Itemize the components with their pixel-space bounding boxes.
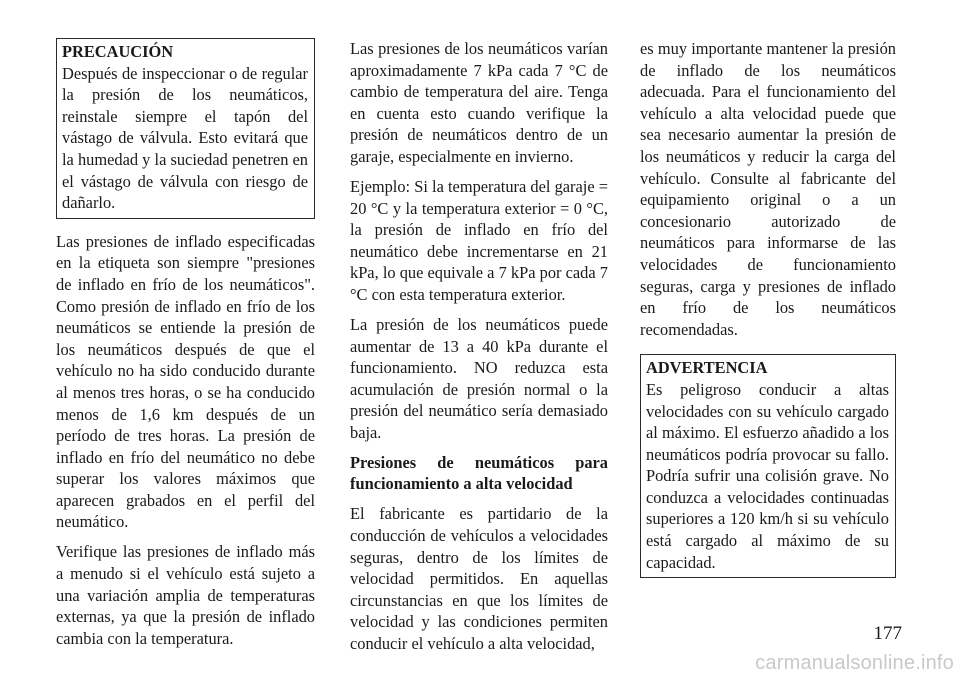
column-right — [640, 38, 896, 590]
paragraph-cold-inflation: Las presiones de inflado especificadas en la etiqueta son siempre "presiones de inflado en frío de los neumáticos". Como presión de inflado en frío de los neumáticos se entiende la presión de los neumáticos después de que el vehículo no ha sido conducido durante al menos tres horas, o se ha conducido menos de 1,6 km después de un período de tres horas. La presión de inflado en frío del neumático no debe superar los valores máximos que aparecen grabados en el perfil del neumático. — [56, 231, 315, 532]
watermark: carmanualsonline.info — [755, 652, 954, 674]
column-left — [56, 38, 315, 658]
paragraph-high-speed-intro: El fabricante es partidario de la conducción de vehículos a velocidades seguras, dentro de los límites de velocidad permitidos. En aquellas circunstancias en que los límites de velocidad y las condiciones permiten conducir el vehículo a alta velocidad, — [350, 504, 608, 653]
section-heading-high-speed: Presiones de neumáticos para funcionamiento a alta velocidad — [350, 452, 608, 494]
paragraph-temperature-variation: Verifique las presiones de inflado más a menudo si el vehículo está sujeto a una variación amplia de temperaturas externas, ya que la presión de inflado cambia con la temperatura. — [56, 542, 315, 648]
caution-title: PRECAUCIÓN — [62, 42, 174, 61]
page-number: 177 — [873, 623, 902, 644]
column-middle — [350, 38, 608, 663]
paragraph-high-speed-continued: es muy importante mantener la presión de inflado de los neumáticos adecuada. Para el funcionamiento del vehículo a alta velocidad puede que sea necesario aumentar la presión de los neumáticos y reducir la carga del vehículo. Consulte al fabricante del equipamiento original o a un concesionario autorizado de neumáticos para informarse de las velocidades de funcionamiento seguras, carga y presiones de inflado en frío de los neumáticos recomendadas. — [640, 39, 896, 339]
caution-box — [56, 38, 315, 219]
paragraph-pressure-increase: La presión de los neumáticos puede aumentar de 13 a 40 kPa durante el funcionamiento. NO reduzca esta acumulación de presión normal o la presión del neumático sería demasiado baja. — [350, 314, 608, 442]
warning-body: Es peligroso conducir a altas velocidades con su vehículo cargado al máximo. El esfuerzo añadido a los neumáticos podría provocar su fallo. Podría sufrir una colisión grave. No conduzca a velocidades continuadas superiores a 120 km/h si su vehículo está cargado al máximo de su capacidad. — [646, 379, 889, 572]
warning-title: ADVERTENCIA — [646, 358, 768, 378]
warning-box — [640, 354, 896, 578]
caution-body: Después de inspeccionar o de regular la presión de los neumáticos, reinstale siempre el tapón del vástago de válvula. Esto evitará que la humedad y la suciedad penetren en el vástago de válvula con riesgo de dañarlo. — [62, 63, 308, 213]
paragraph-pressure-variation: Las presiones de los neumáticos varían aproximadamente 7 kPa cada 7 °C de cambio de temperatura del aire. Tenga en cuenta esto cuando verifique la presión de neumáticos dentro de un garaje, especialmente en invierno. — [350, 39, 608, 166]
paragraph-example: Ejemplo: Si la temperatura del garaje = 20 °C y la temperatura exterior = 0 °C, la presión de inflado en frío del neumático debe incrementarse en 21 kPa, lo que equivale a 7 kPa por cada 7 °C con esta temperatura exterior. — [350, 176, 608, 304]
